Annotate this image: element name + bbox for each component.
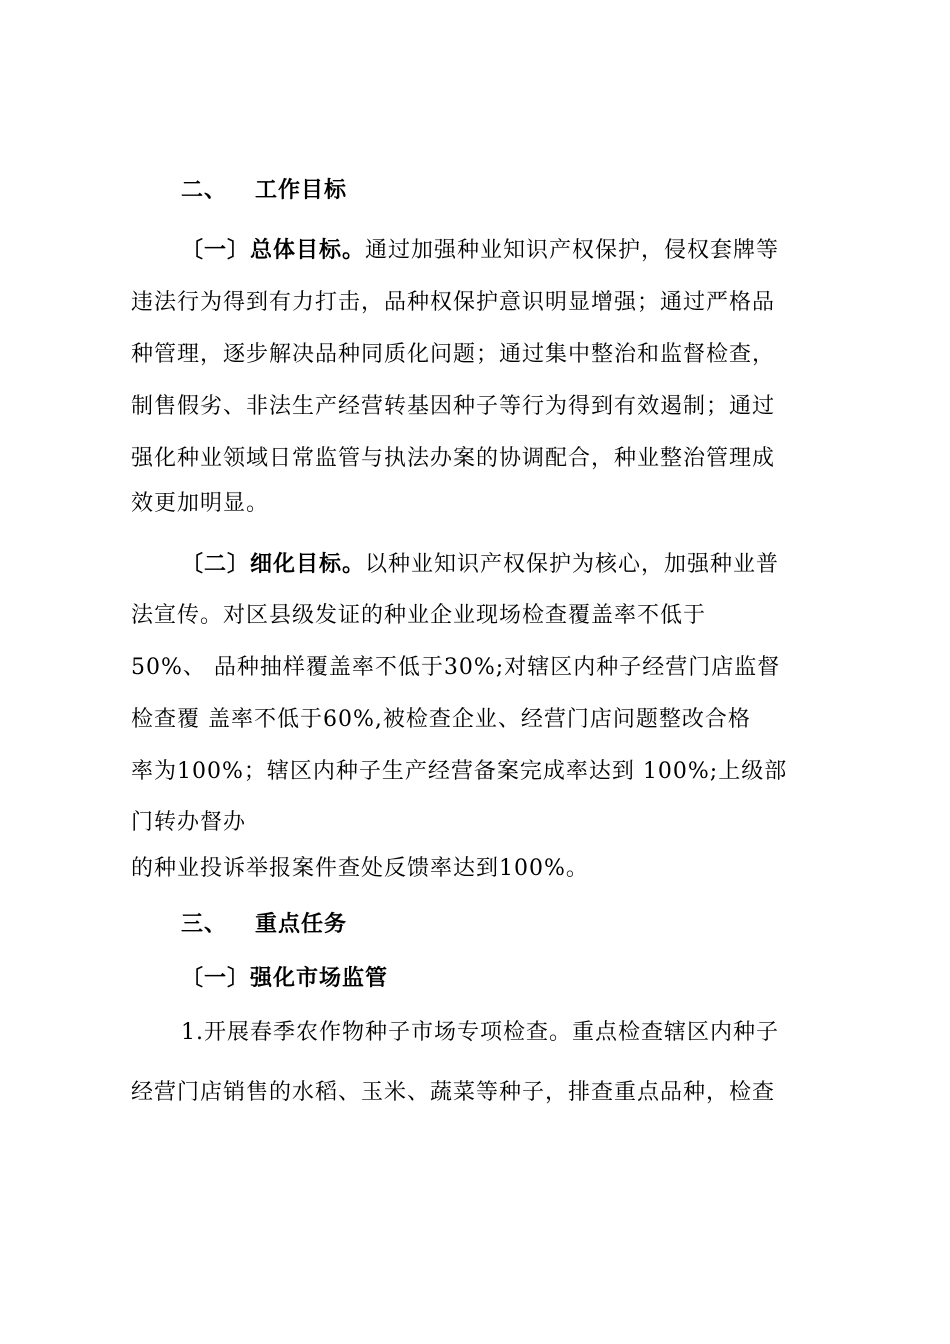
task1-item1-line-2: 经营门店销售的水稻、玉米、蔬菜等种子，排查重点品种，检查 [131,1080,776,1105]
overall-goal-label: 〔一〕总体目标。 [181,238,366,263]
overall-goal-text: 通过加强种业知识产权保护，侵权套牌等 [365,238,780,263]
overall-goal-line-1 [181,236,779,266]
detailed-goal-line-5: 率为100%；辖区内种子生产经营备案完成率达到 100%;上级部 [131,759,788,784]
section2-number: 二、 [181,178,228,203]
task1-title: 〔一〕强化市场监管 [181,966,389,991]
overall-goal-line-3: 种管理，逐步解决品种同质化问题；通过集中整治和监督检查， [131,342,776,367]
overall-goal-line-4: 制售假劣、非法生产经营转基因种子等行为得到有效遏制；通过 [131,394,776,419]
detailed-goal-line-3: 50%、 品种抽样覆盖率不低于30%;对辖区内种子经营门店监督 [131,655,781,680]
overall-goal-line-5: 强化种业领域日常监管与执法办案的协调配合，种业整治管理成 [131,446,776,471]
detailed-goal-line-2: 法宣传。对区县级发证的种业企业现场检查覆盖率不低于 [131,603,707,628]
detailed-goal-line-7: 的种业投诉举报案件查处反馈率达到100%。 [131,856,589,881]
section2-heading [181,176,347,206]
overall-goal-line-2: 违法行为得到有力打击，品种权保护意识明显增强；通过严格品 [131,290,776,315]
detailed-goal-line-6: 门转办督办 [131,810,247,835]
detailed-goal-line-4: 检查覆 盖率不低于60%,被检查企业、经营门店问题整改合格 [131,707,751,732]
detailed-goal-label: 〔二〕细化目标。 [181,552,366,577]
section2-title: 工作目标 [255,178,348,203]
section3-title: 重点任务 [255,912,348,937]
overall-goal-line-6: 效更加明显。 [131,491,270,516]
detailed-goal-text: 以种业知识产权保护为核心，加强种业普 [365,552,780,577]
section3-heading [181,910,347,940]
section3-number: 三、 [181,912,228,937]
detailed-goal-line-1 [181,550,779,580]
task1-item1-line-1: 1.开展春季农作物种子市场专项检查。重点检查辖区内种子 [181,1020,779,1045]
